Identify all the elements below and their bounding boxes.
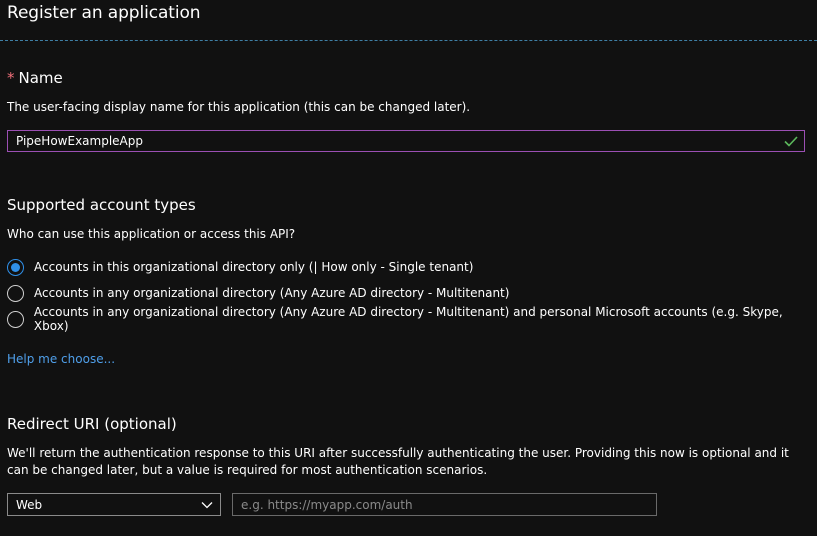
redirect-uri-input[interactable] — [232, 493, 657, 516]
radio-button-selected[interactable] — [7, 259, 24, 276]
radio-label[interactable]: Accounts in any organizational directory (Any Azure AD directory - Multitenant) — [34, 286, 510, 300]
help-me-choose-link[interactable]: Help me choose... — [7, 352, 116, 366]
title-divider — [0, 40, 817, 41]
platform-select-value[interactable]: Web — [16, 497, 43, 512]
name-heading — [7, 69, 63, 87]
check-icon — [782, 132, 800, 150]
page-title: Register an application — [7, 3, 201, 23]
platform-select[interactable] — [7, 493, 221, 516]
radio-button[interactable] — [7, 285, 24, 302]
redirect-uri-description: We'll return the authentication response to this URI after successfully authenticating the user. Providing this now is optional and it can be changed later, but a value is required for most authentication scenarios. — [7, 446, 789, 477]
account-types-question: Who can use this application or access this API? — [7, 227, 296, 241]
name-input-value[interactable]: PipeHowExampleApp — [16, 134, 143, 148]
name-input[interactable] — [7, 130, 805, 152]
name-heading-label: Name — [18, 69, 63, 87]
name-description: The user-facing display name for this application (this can be changed later). — [7, 100, 471, 114]
radio-button[interactable] — [7, 311, 24, 328]
chevron-down-icon[interactable] — [200, 498, 214, 512]
account-type-option-multitenant[interactable] — [7, 283, 509, 303]
radio-label[interactable]: Accounts in this organizational directory only (| How only - Single tenant) — [34, 260, 474, 274]
account-types-heading: Supported account types — [7, 196, 196, 214]
radio-label[interactable]: Accounts in any organizational directory (Any Azure AD directory - Multitenant) and personal Microsoft accounts (e.g. Skype, Xbox) — [33, 305, 783, 333]
required-marker: * — [7, 69, 15, 87]
account-type-option-multitenant-personal[interactable] — [7, 305, 817, 333]
account-type-option-single-tenant[interactable] — [7, 257, 473, 277]
redirect-uri-heading: Redirect URI (optional) — [7, 415, 177, 433]
